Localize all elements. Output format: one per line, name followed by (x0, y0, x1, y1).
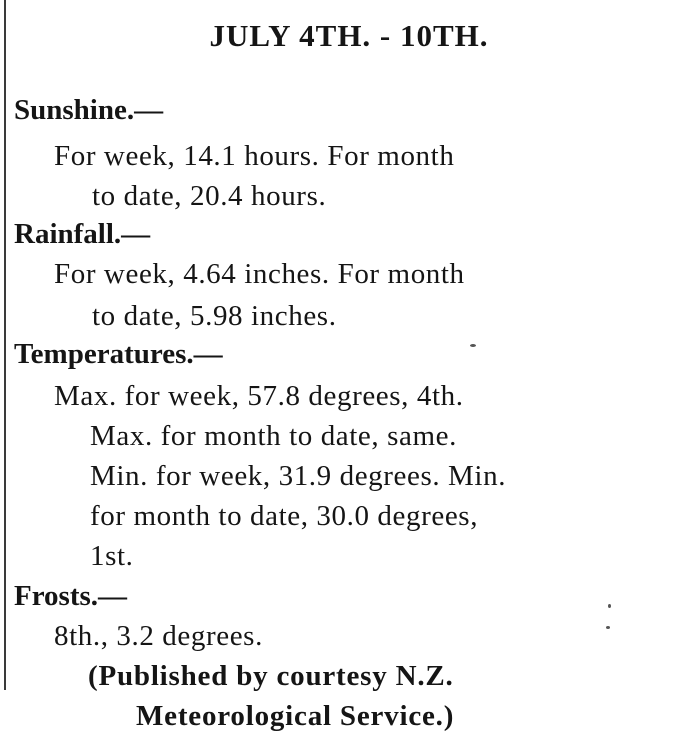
temperatures-line: 1st. (90, 540, 134, 572)
temperatures-line: Min. for week, 31.9 degrees. Min. (90, 460, 507, 492)
sunshine-line: For week, 14.1 hours. For month (54, 140, 455, 172)
sunshine-heading: Sunshine.— (14, 94, 164, 126)
frosts-heading: Frosts.— (14, 580, 128, 612)
rainfall-heading: Rainfall.— (14, 218, 151, 250)
print-speck (470, 344, 476, 347)
temperatures-line: for month to date, 30.0 degrees, (90, 500, 479, 532)
column-rule (4, 0, 6, 690)
sunshine-line: to date, 20.4 hours. (92, 180, 327, 212)
temperatures-heading: Temperatures.— (14, 338, 223, 370)
page-title: JULY 4TH. - 10TH. (209, 18, 489, 53)
temperatures-line: Max. for month to date, same. (90, 420, 457, 452)
credit-line: (Published by courtesy N.Z. (88, 660, 454, 692)
print-speck (606, 626, 610, 629)
frosts-line: 8th., 3.2 degrees. (54, 620, 263, 652)
temperatures-line: Max. for week, 57.8 degrees, 4th. (54, 380, 464, 412)
print-speck (608, 604, 611, 608)
rainfall-line: For week, 4.64 inches. For month (54, 258, 465, 290)
credit-line: Meteorological Service.) (136, 700, 455, 732)
rainfall-line: to date, 5.98 inches. (92, 300, 337, 332)
